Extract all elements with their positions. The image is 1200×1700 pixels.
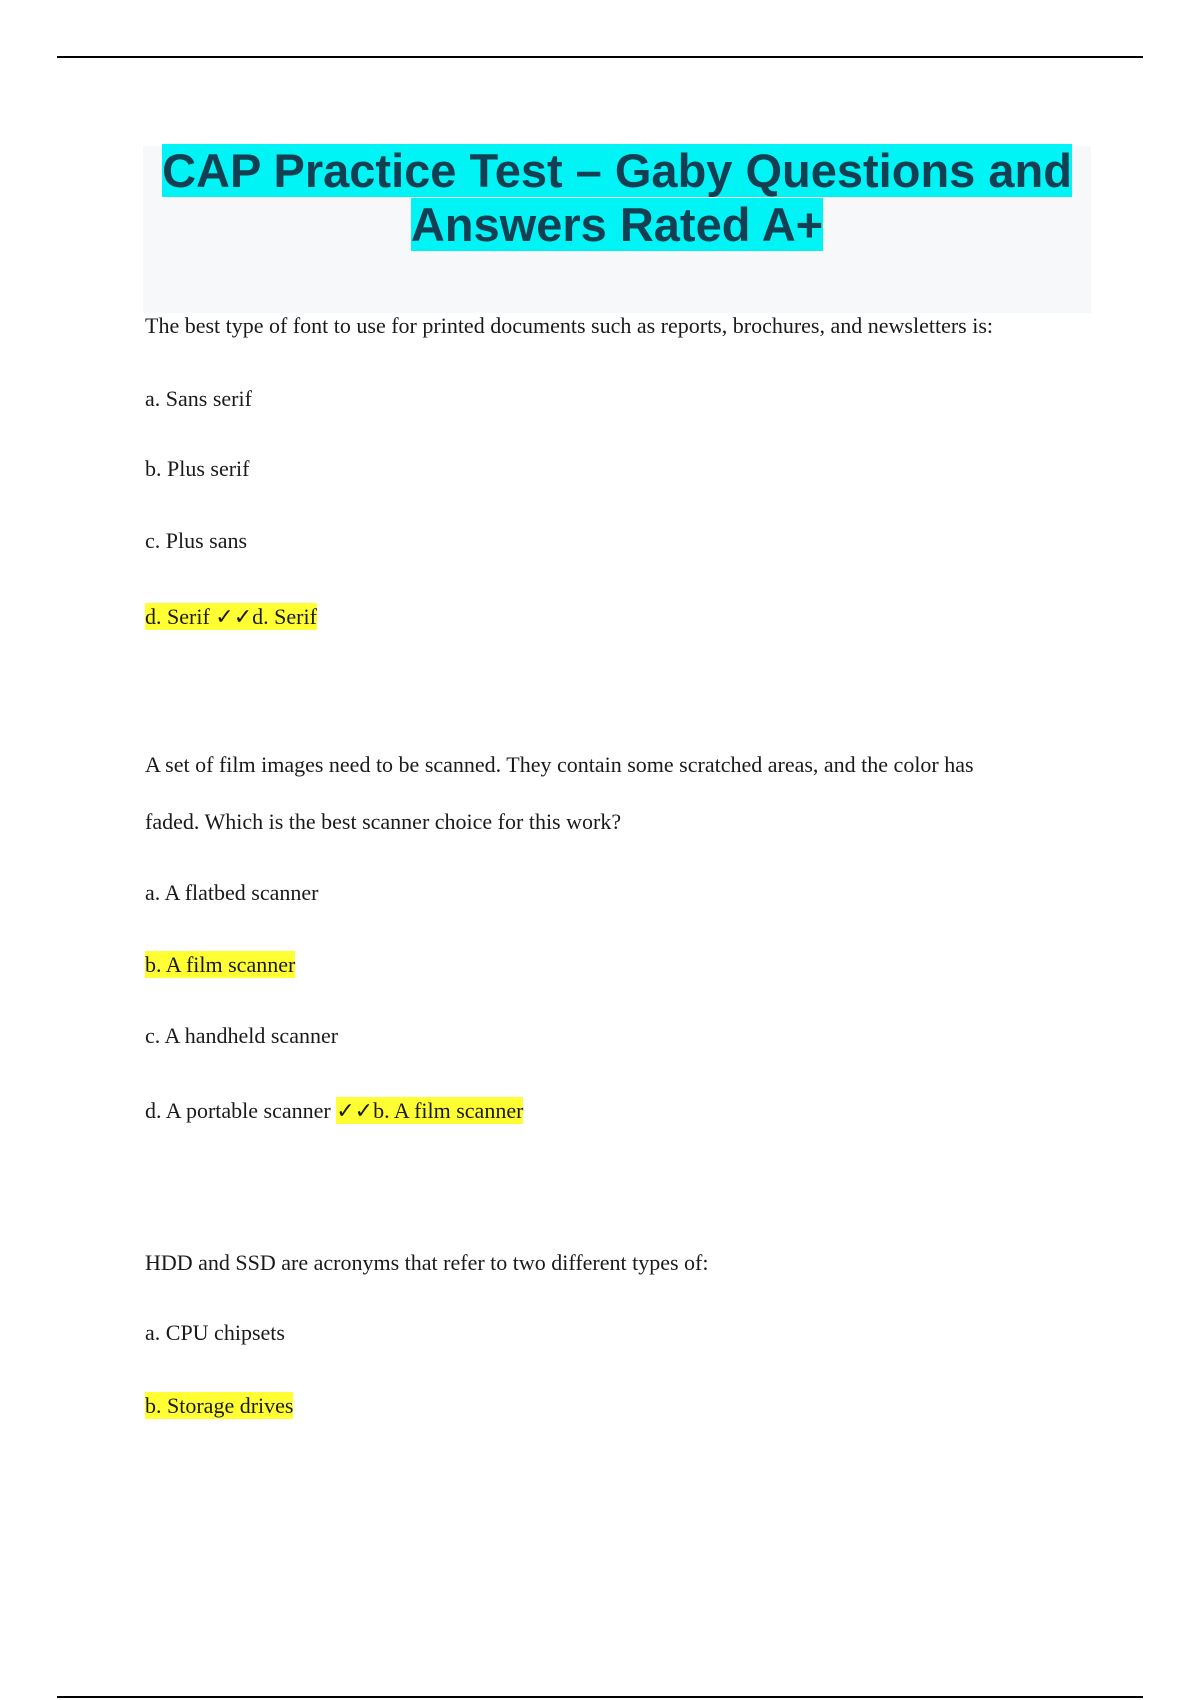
page-title-text: CAP Practice Test – Gaby Questions and Answers Rated A+ xyxy=(162,144,1072,251)
question-3-option-b: b. Storage drives xyxy=(145,1393,294,1418)
question-2-option-b: b. A film scanner xyxy=(145,952,296,977)
question-3-prompt: HDD and SSD are acronyms that refer to two different types of: xyxy=(145,1250,709,1275)
question-1-answer: d. Serif xyxy=(252,604,317,629)
question-2-option-c: c. A handheld scanner xyxy=(145,1023,339,1048)
question-2-option-d-answer-line xyxy=(145,1097,523,1125)
question-2-option-d: d. A portable scanner xyxy=(145,1098,331,1123)
top-rule xyxy=(57,56,1143,58)
bottom-rule xyxy=(57,1696,1143,1698)
question-2-prompt-line-2: faded. Which is the best scanner choice for this work? xyxy=(145,809,622,834)
question-1-option-c: c. Plus sans xyxy=(145,528,248,553)
question-1-prompt: The best type of font to use for printed documents such as reports, brochures, and newsletters is: xyxy=(145,313,994,338)
question-2-option-b-line xyxy=(145,951,295,979)
question-1-option-d: d. Serif xyxy=(145,604,210,629)
question-3-option-b-line xyxy=(145,1392,293,1420)
question-2-option-a: a. A flatbed scanner xyxy=(145,880,319,905)
question-1-answer-check-icon: ✓✓ xyxy=(215,604,253,629)
page-title xyxy=(143,144,1091,252)
question-2-answer-highlight xyxy=(336,1097,523,1124)
question-3-option-a: a. CPU chipsets xyxy=(145,1320,285,1345)
question-1-answer-highlight xyxy=(145,603,317,630)
question-1-option-d-answer-line xyxy=(145,603,317,631)
question-1-option-b: b. Plus serif xyxy=(145,456,250,481)
question-2-answer-check-icon: ✓✓ xyxy=(336,1098,374,1123)
question-2-prompt-line-1: A set of film images need to be scanned. They contain some scratched areas, and the color has xyxy=(145,752,974,777)
question-1-option-a: a. Sans serif xyxy=(145,386,252,411)
question-2-answer: b. A film scanner xyxy=(373,1098,524,1123)
